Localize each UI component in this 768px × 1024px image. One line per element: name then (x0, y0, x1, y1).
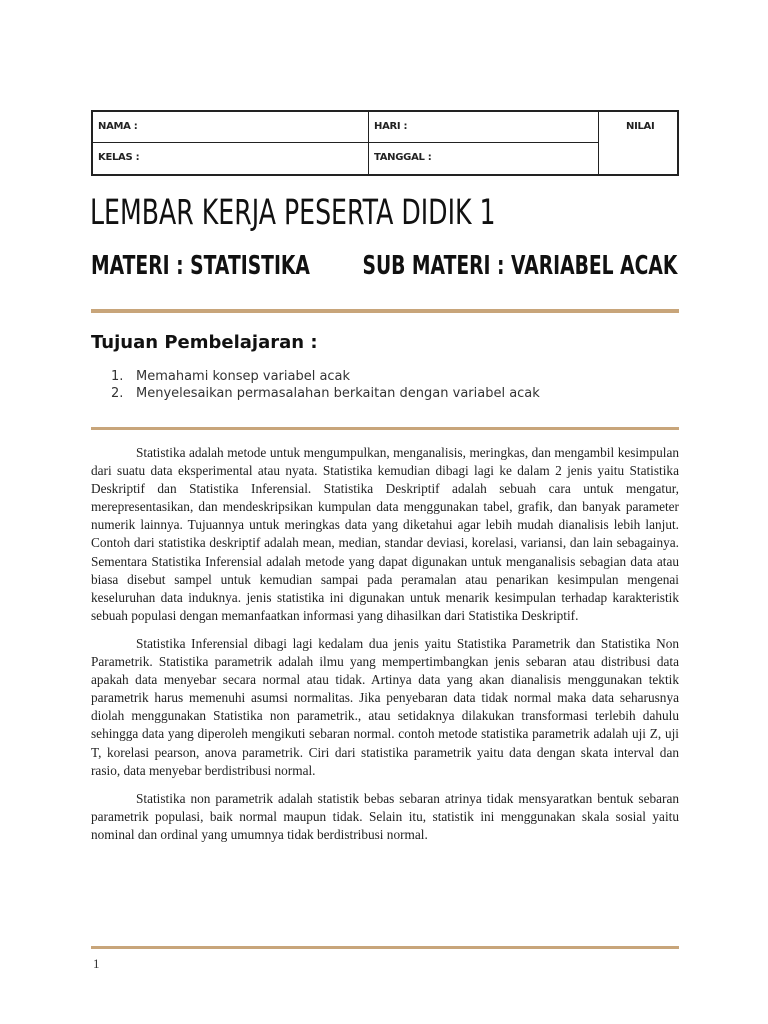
nama-label: NAMA : (98, 121, 138, 132)
divider-top (91, 309, 679, 313)
nama-field[interactable] (93, 112, 369, 143)
kelas-label: KELAS : (98, 152, 140, 163)
hari-label: HARI : (374, 121, 408, 132)
goal-number: 1. (111, 369, 124, 384)
learning-goals-list (111, 368, 540, 402)
kelas-field[interactable] (93, 143, 369, 176)
goal-item (111, 385, 540, 402)
paragraph-inferensial: Statistika Inferensial dibagi lagi kedalam dua jenis yaitu Statistika Parametrik dan Statistika Non Parametrik. Statistika parametrik adalah ilmu yang mempertimbangkan jenis sebaran atau distribusi data apakah data menyebar secara normal atau tidak. Artinya data yang akan dianalisis menggunakan tektik parametrik harus memenuhi asumsi normalitas. Jika penyebaran data tidak normal maka data seharusnya diolah menggunakan Statistika non parametrik., atau setidaknya dilakukan transformasi terlebih dahulu sehingga data yang diperoleh mengikuti sebaran normal. contoh metode statistika parametrik adalah uji Z, uji T, korelasi pearson, anova parametrik. Ciri dari statistika parametrik yaitu data dengan skata interval dan rasio, data menyebar berdistribusi normal. (91, 635, 679, 778)
goal-item (111, 368, 540, 385)
page-number: 1 (93, 956, 100, 971)
tanggal-label: TANGGAL : (374, 152, 432, 163)
materi-heading: MATERI : STATISTIKA (91, 251, 310, 281)
tanggal-field[interactable] (369, 143, 599, 176)
worksheet-title: LEMBAR KERJA PESERTA DIDIK 1 (90, 193, 496, 233)
student-info-table (91, 110, 679, 176)
paragraph-non-parametrik: Statistika non parametrik adalah statistik bebas sebaran atrinya tidak mensyaratkan bentuk sebaran parametrik populasi, baik normal maupun tidak. Selain itu, statistik ini menggunakan skala sosial yaitu nominal dan ordinal yang umumnya tidak berdistribusi normal. (91, 790, 679, 842)
divider-middle (91, 427, 679, 430)
goal-text: Memahami konsep variabel acak (136, 369, 351, 384)
hari-field[interactable] (369, 112, 599, 143)
goal-number: 2. (111, 386, 124, 401)
divider-footer (91, 946, 679, 949)
nilai-label: NILAI (626, 121, 655, 132)
goal-text: Menyelesaikan permasalahan berkaitan dengan variabel acak (136, 386, 540, 401)
nilai-field[interactable] (599, 112, 677, 176)
paragraph-statistika-intro: Statistika adalah metode untuk mengumpulkan, menganalisis, meringkas, dan mengambil kesimpulan dari suatu data eksperimental atau nyata. Statistika kemudian dibagi lagi ke dalam 2 jenis yaitu Statistika Deskriptif dan Statistika Inferensial. Statistika Deskriptif adalah sebuah cara untuk mengatur, merepresentasikan, dan mendeskripsikan kumpulan data menggunakan tabel, grafik, dan banyak parameter numerik lainnya. Tujuannya untuk meringkas data yang diketahui agar lebih mudah dianalisis lebih lanjut. Contoh dari statistika deskriptif adalah mean, median, standar deviasi, korelasi, variansi, dan lain sebagainya. Sementara Statistika Inferensial adalah metode yang dapat digunakan untuk menganalisis sebagian data atau biasa disebut sampel untuk kemudian sampai pada peramalan atau penarikan kesimpulan mengenai keseluruhan data induknya. jenis statistika ini digunakan untuk menarik kesimpulan terhadap karakteristik sebuah populasi dengan memanfaatkan informasi yang dihasilkan dari Statistika Deskriptif. (91, 445, 679, 623)
body-text (91, 444, 679, 854)
sub-materi-heading: SUB MATERI : VARIABEL ACAK (362, 251, 677, 281)
tujuan-heading: Tujuan Pembelajaran : (91, 332, 318, 353)
